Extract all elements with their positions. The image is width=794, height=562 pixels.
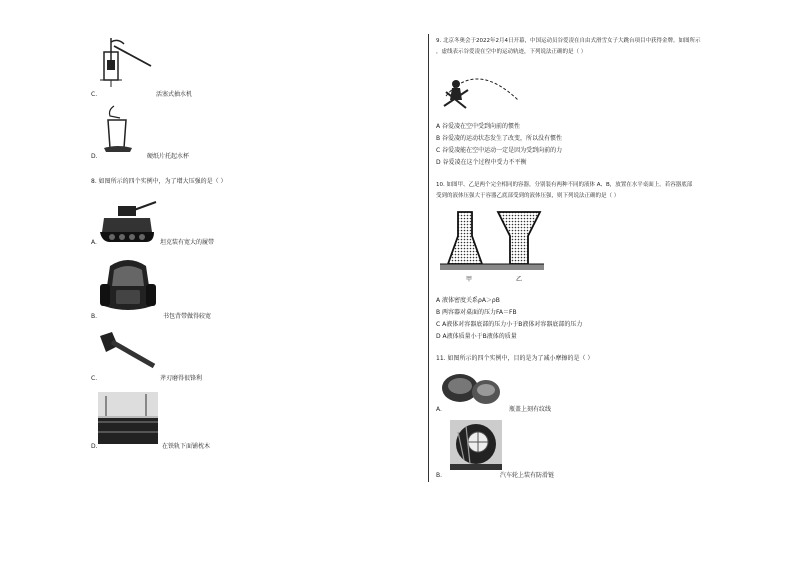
tire-chain-figure bbox=[450, 420, 502, 470]
question-10-stem-line1: 10. 如图甲、乙是两个完全相同的容器，分别装有两种不同的液体 A、B，放置在水平桌面上。若容器底部 bbox=[436, 182, 693, 188]
option-text: 活塞式抽水机 bbox=[156, 91, 193, 98]
cup-paper-figure bbox=[100, 104, 136, 154]
option-text: 瓶盖上刻有纹线 bbox=[509, 406, 552, 413]
containers-figure bbox=[436, 208, 548, 282]
option-text: 坦克装有宽大的履带 bbox=[160, 239, 215, 246]
option-text: 书包背带做得较宽 bbox=[163, 313, 212, 320]
question-9-stem-line1: 9. 北京冬奥会于2022年2月4日开幕，中国运动员谷爱凌在自由式滑雪女子大跳台项目中获得金牌。如图所示 bbox=[436, 38, 701, 44]
q10-option-c: C A液体对容器底部的压力小于B液体对容器底部的压力 bbox=[436, 321, 583, 328]
option-letter: C. bbox=[91, 91, 98, 98]
option-letter: B. bbox=[436, 472, 443, 479]
q9-option-c: C 谷爱凌能在空中运动一定是因为受到向前的力 bbox=[436, 147, 563, 154]
q10-option-d: D A液体质量小于B液体的质量 bbox=[436, 333, 517, 340]
column-divider bbox=[428, 34, 429, 482]
question-11-stem: 11. 如图所示的四个实例中，目的是为了减小摩擦的是（ ） bbox=[436, 355, 594, 362]
q10-option-a: A 液体密度关系ρA＞ρB bbox=[436, 297, 500, 304]
q9-option-a: A 谷爱凌在空中受到向前的惯性 bbox=[436, 123, 521, 130]
q10-option-b: B 两容器对桌面的压力FA＝FB bbox=[436, 309, 517, 316]
bottle-caps-figure bbox=[438, 368, 502, 408]
option-letter: D. bbox=[91, 443, 98, 450]
option-text: 在铁轨下面铺枕木 bbox=[162, 443, 211, 450]
axe-figure bbox=[98, 330, 158, 372]
container-jia-label: 甲 bbox=[466, 276, 473, 283]
option-letter: C. bbox=[91, 375, 98, 382]
option-text: 硬纸片托起水杯 bbox=[147, 153, 190, 160]
skier-trajectory-figure bbox=[436, 64, 520, 118]
option-text: 汽车轮上装有防滑链 bbox=[500, 472, 555, 479]
question-8-stem: 8. 如图所示的四个实例中，为了增大压强的是（ ） bbox=[91, 178, 227, 185]
q9-option-d: D 谷爱凌在这个过程中受力不平衡 bbox=[436, 159, 527, 166]
question-9-stem-line2: ，虚线表示谷爱凌在空中的运动轨迹，下列说法正确的是（ ） bbox=[436, 49, 587, 55]
option-letter: A. bbox=[436, 406, 442, 413]
option-letter: D. bbox=[91, 153, 98, 160]
railway-figure bbox=[98, 392, 158, 444]
question-10-stem-line2: 受到的液体压强大于容器乙底部受到的液体压强，则下列说法正确的是（ ） bbox=[436, 193, 620, 199]
option-letter: B. bbox=[91, 313, 98, 320]
q9-option-b: B 谷爱凌的运动状态发生了改变，所以没有惯性 bbox=[436, 135, 563, 142]
container-yi-label: 乙 bbox=[516, 276, 523, 283]
backpack-figure bbox=[96, 256, 160, 314]
option-letter: A. bbox=[91, 239, 97, 246]
option-text: 斧刃磨得很锋利 bbox=[160, 375, 203, 382]
tank-figure bbox=[100, 198, 158, 244]
piston-pump-figure bbox=[96, 36, 156, 88]
